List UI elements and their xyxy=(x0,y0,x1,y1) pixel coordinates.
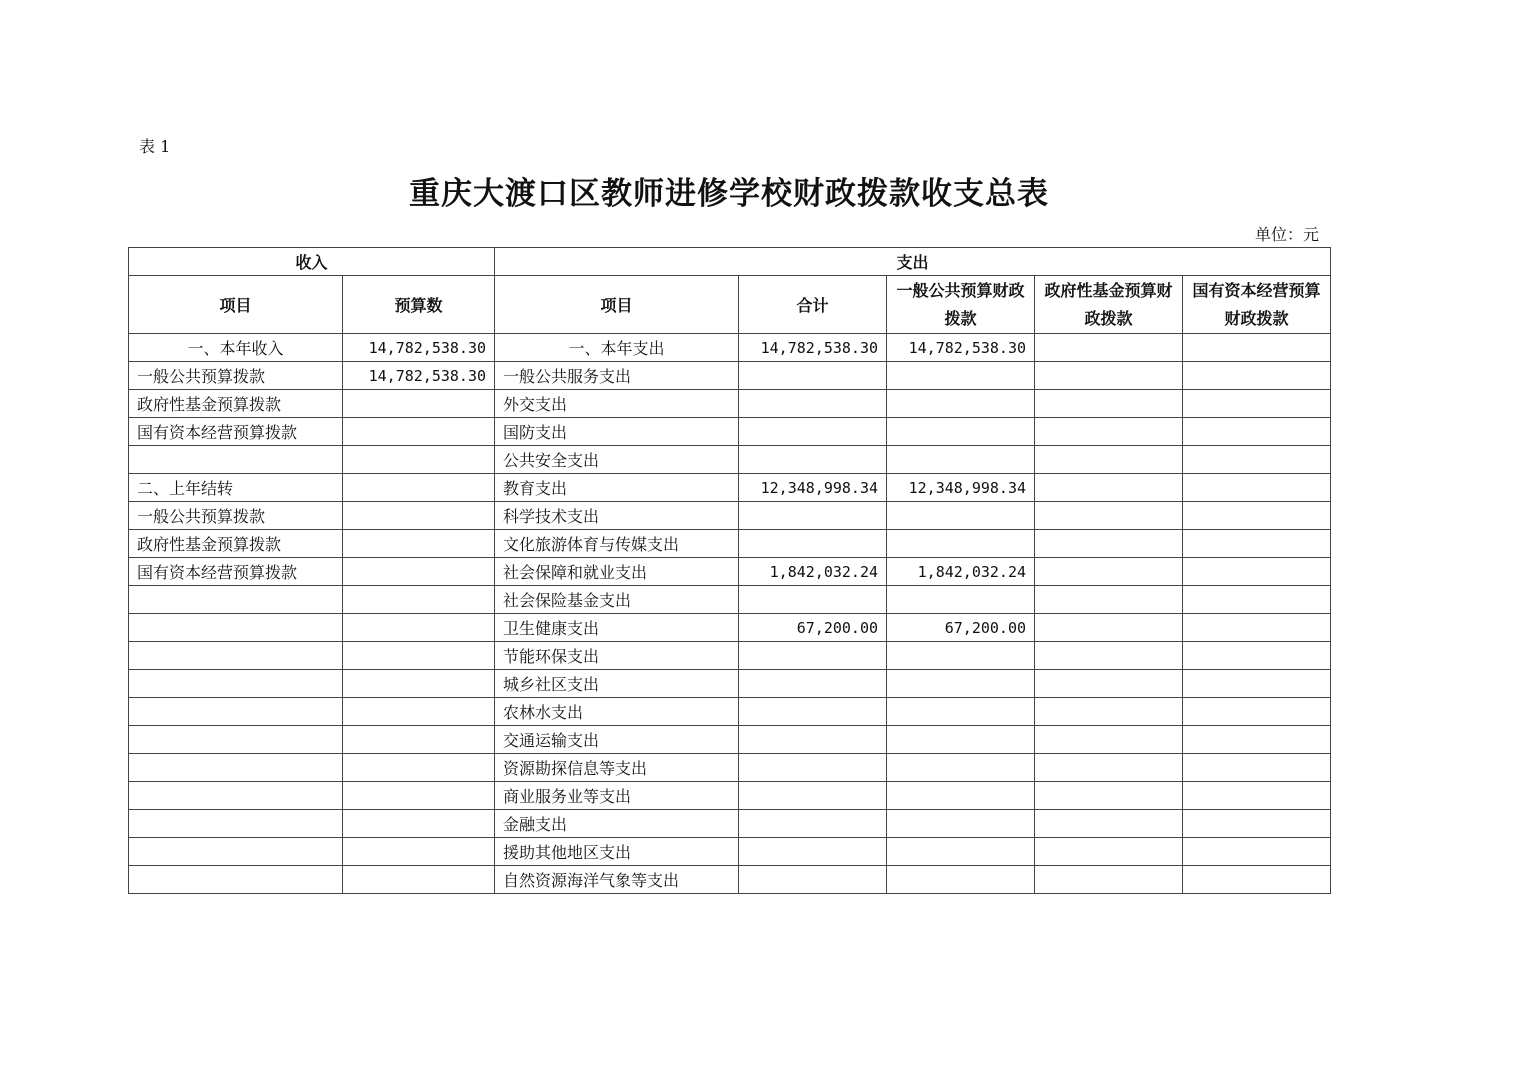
income-item-cell xyxy=(129,698,343,726)
income-item-cell xyxy=(129,586,343,614)
table-row xyxy=(129,782,1331,810)
income-amount-cell: 14,782,538.30 xyxy=(343,362,495,390)
income-item-cell xyxy=(129,754,343,782)
expense-item-cell: 资源勘探信息等支出 xyxy=(495,754,739,782)
table-row xyxy=(129,474,1331,502)
expense-item-cell: 外交支出 xyxy=(495,390,739,418)
state-capital-cell xyxy=(1183,698,1331,726)
income-item-cell xyxy=(129,670,343,698)
general-budget-cell xyxy=(887,362,1035,390)
budget-table xyxy=(128,247,1331,894)
income-header: 收入 xyxy=(129,248,495,276)
state-capital-cell xyxy=(1183,754,1331,782)
header-row-columns xyxy=(129,276,1331,334)
total-cell xyxy=(739,362,887,390)
unit-label: 单位：元 xyxy=(1254,225,1319,244)
income-item-cell xyxy=(129,614,343,642)
state-capital-header: 国有资本经营预算财政拨款 xyxy=(1183,276,1331,334)
total-header: 合计 xyxy=(739,276,887,334)
income-budget-header: 预算数 xyxy=(343,276,495,334)
general-budget-cell xyxy=(887,530,1035,558)
total-cell xyxy=(739,502,887,530)
header-row-top xyxy=(129,248,1331,276)
total-cell xyxy=(739,754,887,782)
state-capital-cell xyxy=(1183,334,1331,362)
expense-item-cell: 城乡社区支出 xyxy=(495,670,739,698)
income-amount-cell xyxy=(343,390,495,418)
expense-item-cell: 国防支出 xyxy=(495,418,739,446)
expense-item-cell: 节能环保支出 xyxy=(495,642,739,670)
total-cell: 1,842,032.24 xyxy=(739,558,887,586)
expense-item-cell: 援助其他地区支出 xyxy=(495,838,739,866)
gov-fund-cell xyxy=(1035,362,1183,390)
income-item-cell xyxy=(129,838,343,866)
general-budget-cell xyxy=(887,418,1035,446)
general-budget-cell xyxy=(887,670,1035,698)
expense-item-cell: 农林水支出 xyxy=(495,698,739,726)
state-capital-cell xyxy=(1183,586,1331,614)
expense-item-cell: 教育支出 xyxy=(495,474,739,502)
general-budget-cell xyxy=(887,390,1035,418)
state-capital-cell xyxy=(1183,446,1331,474)
income-item-cell: 政府性基金预算拨款 xyxy=(129,530,343,558)
general-budget-cell xyxy=(887,754,1035,782)
total-cell: 67,200.00 xyxy=(739,614,887,642)
general-budget-cell xyxy=(887,866,1035,894)
table-row xyxy=(129,866,1331,894)
gov-fund-cell xyxy=(1035,334,1183,362)
general-budget-cell xyxy=(887,642,1035,670)
general-budget-cell xyxy=(887,838,1035,866)
expense-item-cell: 科学技术支出 xyxy=(495,502,739,530)
income-amount-cell xyxy=(343,642,495,670)
gov-fund-cell xyxy=(1035,530,1183,558)
income-amount-cell xyxy=(343,698,495,726)
income-amount-cell xyxy=(343,754,495,782)
table-row xyxy=(129,670,1331,698)
income-amount-cell xyxy=(343,614,495,642)
income-amount-cell xyxy=(343,502,495,530)
general-budget-cell xyxy=(887,810,1035,838)
table-row xyxy=(129,642,1331,670)
income-amount-cell xyxy=(343,558,495,586)
state-capital-cell xyxy=(1183,502,1331,530)
total-cell xyxy=(739,586,887,614)
gov-fund-cell xyxy=(1035,614,1183,642)
table-row xyxy=(129,418,1331,446)
expense-header: 支出 xyxy=(495,248,1331,276)
gov-fund-cell xyxy=(1035,642,1183,670)
gov-fund-cell xyxy=(1035,838,1183,866)
expense-item-cell: 一、本年支出 xyxy=(495,334,739,362)
general-budget-header: 一般公共预算财政拨款 xyxy=(887,276,1035,334)
table-row xyxy=(129,362,1331,390)
income-item-cell: 国有资本经营预算拨款 xyxy=(129,418,343,446)
general-budget-cell: 12,348,998.34 xyxy=(887,474,1035,502)
income-item-cell: 政府性基金预算拨款 xyxy=(129,390,343,418)
total-cell xyxy=(739,838,887,866)
state-capital-cell xyxy=(1183,558,1331,586)
expense-item-header: 项目 xyxy=(495,276,739,334)
income-item-cell xyxy=(129,866,343,894)
general-budget-cell xyxy=(887,726,1035,754)
state-capital-cell xyxy=(1183,362,1331,390)
total-cell xyxy=(739,642,887,670)
expense-item-cell: 卫生健康支出 xyxy=(495,614,739,642)
income-item-cell: 一、本年收入 xyxy=(129,334,343,362)
gov-fund-cell xyxy=(1035,390,1183,418)
state-capital-cell xyxy=(1183,474,1331,502)
table-row xyxy=(129,502,1331,530)
expense-item-cell: 商业服务业等支出 xyxy=(495,782,739,810)
income-amount-cell xyxy=(343,446,495,474)
table-row xyxy=(129,614,1331,642)
income-item-cell xyxy=(129,726,343,754)
income-item-cell xyxy=(129,446,343,474)
income-amount-cell xyxy=(343,474,495,502)
state-capital-cell xyxy=(1183,418,1331,446)
expense-item-cell: 文化旅游体育与传媒支出 xyxy=(495,530,739,558)
total-cell xyxy=(739,530,887,558)
income-item-cell xyxy=(129,642,343,670)
table-row xyxy=(129,586,1331,614)
general-budget-cell xyxy=(887,586,1035,614)
table-row xyxy=(129,754,1331,782)
table-row xyxy=(129,726,1331,754)
state-capital-cell xyxy=(1183,530,1331,558)
expense-item-cell: 公共安全支出 xyxy=(495,446,739,474)
income-amount-cell xyxy=(343,782,495,810)
general-budget-cell xyxy=(887,446,1035,474)
gov-fund-cell xyxy=(1035,754,1183,782)
income-amount-cell xyxy=(343,418,495,446)
total-cell xyxy=(739,866,887,894)
total-cell xyxy=(739,698,887,726)
income-item-cell: 国有资本经营预算拨款 xyxy=(129,558,343,586)
total-cell xyxy=(739,390,887,418)
total-cell: 12,348,998.34 xyxy=(739,474,887,502)
table-row xyxy=(129,446,1331,474)
income-amount-cell xyxy=(343,586,495,614)
income-amount-cell xyxy=(343,726,495,754)
gov-fund-cell xyxy=(1035,502,1183,530)
state-capital-cell xyxy=(1183,782,1331,810)
table-row xyxy=(129,838,1331,866)
state-capital-cell xyxy=(1183,866,1331,894)
gov-fund-cell xyxy=(1035,698,1183,726)
income-amount-cell xyxy=(343,670,495,698)
gov-fund-cell xyxy=(1035,558,1183,586)
gov-fund-cell xyxy=(1035,446,1183,474)
general-budget-cell: 14,782,538.30 xyxy=(887,334,1035,362)
state-capital-cell xyxy=(1183,810,1331,838)
general-budget-cell: 1,842,032.24 xyxy=(887,558,1035,586)
gov-fund-cell xyxy=(1035,810,1183,838)
expense-item-cell: 一般公共服务支出 xyxy=(495,362,739,390)
income-item-cell: 二、上年结转 xyxy=(129,474,343,502)
income-amount-cell xyxy=(343,838,495,866)
table-number: 表 1 xyxy=(139,137,171,156)
table-row xyxy=(129,698,1331,726)
table-row xyxy=(129,810,1331,838)
page-title: 重庆大渡口区教师进修学校财政拨款收支总表 xyxy=(409,176,1049,212)
general-budget-cell xyxy=(887,782,1035,810)
expense-item-cell: 社会保障和就业支出 xyxy=(495,558,739,586)
table-row xyxy=(129,334,1331,362)
expense-item-cell: 自然资源海洋气象等支出 xyxy=(495,866,739,894)
income-item-cell: 一般公共预算拨款 xyxy=(129,362,343,390)
state-capital-cell xyxy=(1183,670,1331,698)
income-amount-cell: 14,782,538.30 xyxy=(343,334,495,362)
table-row xyxy=(129,558,1331,586)
gov-fund-cell xyxy=(1035,670,1183,698)
gov-fund-header: 政府性基金预算财政拨款 xyxy=(1035,276,1183,334)
total-cell: 14,782,538.30 xyxy=(739,334,887,362)
gov-fund-cell xyxy=(1035,474,1183,502)
total-cell xyxy=(739,418,887,446)
income-amount-cell xyxy=(343,530,495,558)
gov-fund-cell xyxy=(1035,586,1183,614)
expense-item-cell: 交通运输支出 xyxy=(495,726,739,754)
state-capital-cell xyxy=(1183,726,1331,754)
state-capital-cell xyxy=(1183,390,1331,418)
gov-fund-cell xyxy=(1035,726,1183,754)
gov-fund-cell xyxy=(1035,866,1183,894)
income-item-header: 项目 xyxy=(129,276,343,334)
income-amount-cell xyxy=(343,810,495,838)
gov-fund-cell xyxy=(1035,418,1183,446)
total-cell xyxy=(739,446,887,474)
state-capital-cell xyxy=(1183,614,1331,642)
income-item-cell: 一般公共预算拨款 xyxy=(129,502,343,530)
income-amount-cell xyxy=(343,866,495,894)
general-budget-cell: 67,200.00 xyxy=(887,614,1035,642)
general-budget-cell xyxy=(887,698,1035,726)
state-capital-cell xyxy=(1183,642,1331,670)
state-capital-cell xyxy=(1183,838,1331,866)
table-row xyxy=(129,530,1331,558)
expense-item-cell: 社会保险基金支出 xyxy=(495,586,739,614)
total-cell xyxy=(739,726,887,754)
income-item-cell xyxy=(129,782,343,810)
gov-fund-cell xyxy=(1035,782,1183,810)
total-cell xyxy=(739,782,887,810)
income-item-cell xyxy=(129,810,343,838)
general-budget-cell xyxy=(887,502,1035,530)
total-cell xyxy=(739,810,887,838)
expense-item-cell: 金融支出 xyxy=(495,810,739,838)
total-cell xyxy=(739,670,887,698)
table-row xyxy=(129,390,1331,418)
